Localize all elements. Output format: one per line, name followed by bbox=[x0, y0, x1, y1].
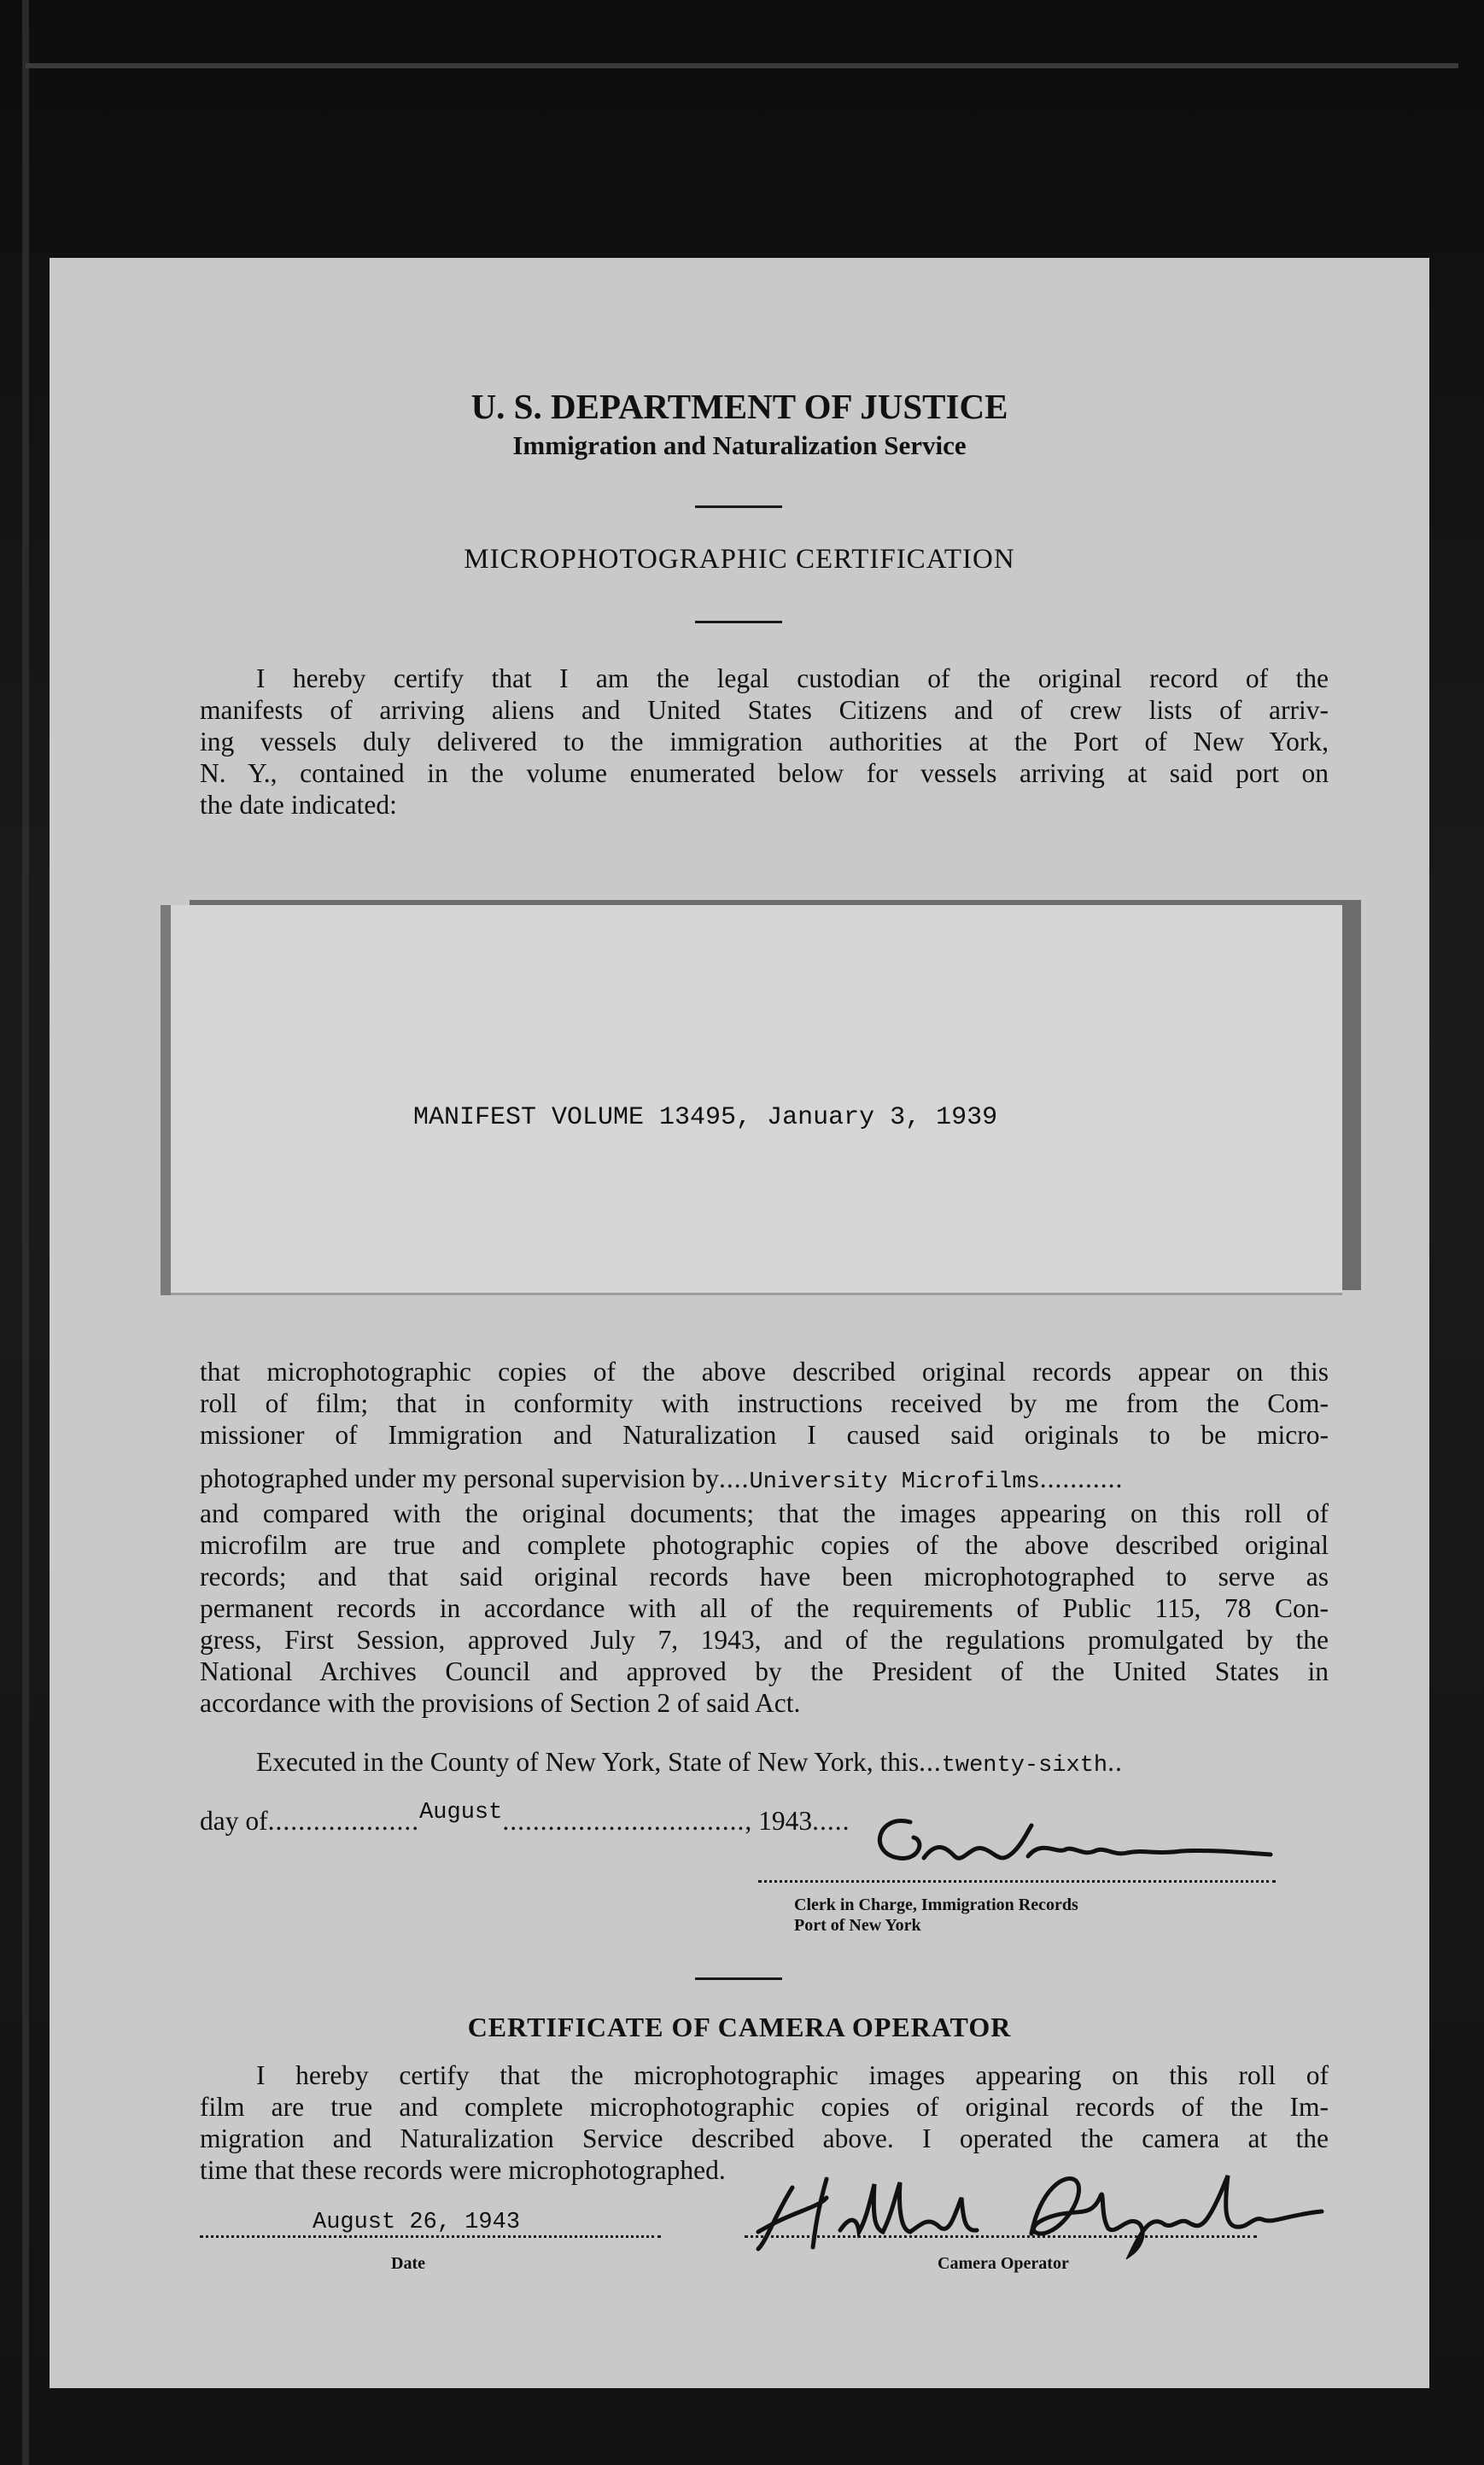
divider-rule bbox=[695, 1977, 782, 1980]
paragraph-line: I hereby certify that the microphotographic images appearing on this roll of bbox=[256, 2060, 1329, 2090]
paragraph-line: permanent records in accordance with all of the requirements of Public 115, 78 Con- bbox=[200, 1593, 1329, 1623]
supervision-prefix: photographed under my personal supervision by bbox=[200, 1463, 720, 1493]
intro-paragraph bbox=[200, 663, 1329, 821]
supervision-line: photographed under my personal supervision by....University Microfilms........... bbox=[200, 1463, 1124, 1495]
manifest-volume-text: MANIFEST VOLUME 13495, January 3, 1939 bbox=[413, 1103, 998, 1132]
paragraph-line: the date indicated: bbox=[200, 790, 397, 820]
day-of-label: day of bbox=[200, 1806, 268, 1836]
body-paragraph-continued bbox=[200, 1498, 1329, 1719]
film-edge bbox=[22, 0, 29, 2465]
certification-title: MICROPHOTOGRAPHIC CERTIFICATION bbox=[464, 544, 1015, 575]
execution-day-value: twenty-sixth bbox=[941, 1753, 1108, 1779]
operator-date-label: Date bbox=[391, 2254, 425, 2273]
certificate-sheet bbox=[50, 258, 1429, 2388]
paragraph-line: roll of film; that in conformity with instructions received by me from the Com- bbox=[200, 1388, 1329, 1418]
divider-rule bbox=[695, 505, 782, 508]
manifest-card bbox=[171, 905, 1342, 1295]
paragraph-line: time that these records were microphotographed. bbox=[200, 2155, 726, 2185]
execution-line: Executed in the County of New York, State of New York, this...twenty-sixth.. bbox=[256, 1747, 1123, 1779]
execution-month-value: August bbox=[419, 1800, 503, 1825]
clerk-title-line1: Clerk in Charge, Immigration Records bbox=[794, 1895, 1078, 1914]
paragraph-line: ing vessels duly delivered to the immigration authorities at the Port of New York, bbox=[200, 727, 1329, 756]
paragraph-line: gress, First Session, approved July 7, 1943, and of the regulations promulgated by the bbox=[200, 1625, 1329, 1655]
paragraph-line: and compared with the original documents; that the images appearing on this roll of bbox=[200, 1498, 1329, 1528]
paragraph-line: microfilm are true and complete photographic copies of the above described original bbox=[200, 1530, 1329, 1560]
paragraph-line: N. Y., contained in the volume enumerated below for vessels arriving at said port on bbox=[200, 758, 1329, 788]
execution-prefix: Executed in the County of New York, State of New York, this bbox=[256, 1747, 920, 1777]
clerk-signature-line bbox=[758, 1880, 1276, 1883]
paragraph-line: accordance with the provisions of Section 2 of said Act. bbox=[200, 1688, 801, 1718]
supervision-value: University Microfilms bbox=[749, 1469, 1040, 1495]
operator-signature-line bbox=[745, 2235, 1257, 2238]
execution-year: , 1943 bbox=[745, 1806, 813, 1836]
paragraph-line: migration and Naturalization Service described above. I operated the camera at the bbox=[200, 2123, 1329, 2153]
operator-date-value: August 26, 1943 bbox=[313, 2210, 521, 2235]
body-paragraph bbox=[200, 1356, 1329, 1451]
camera-operator-heading: CERTIFICATE OF CAMERA OPERATOR bbox=[467, 2012, 1012, 2042]
paragraph-line: National Archives Council and approved by the President of the United States in bbox=[200, 1656, 1329, 1686]
clerk-signature bbox=[818, 1805, 1279, 1888]
film-strip-line bbox=[26, 63, 1458, 68]
service-subtitle: Immigration and Naturalization Service bbox=[512, 430, 967, 460]
day-of-line: day of....................August................................, 1943..... bbox=[200, 1800, 850, 1836]
paragraph-line: records; and that said original records have been microphotographed to serve as bbox=[200, 1562, 1329, 1592]
operator-signature bbox=[741, 2164, 1339, 2263]
paragraph-line: that microphotographic copies of the above described original records appear on this bbox=[200, 1357, 1329, 1387]
department-title: U. S. DEPARTMENT OF JUSTICE bbox=[470, 387, 1008, 426]
paragraph-line: film are true and complete microphotographic copies of original records of the Im- bbox=[200, 2092, 1329, 2122]
clerk-title-line2: Port of New York bbox=[794, 1916, 921, 1935]
paragraph-line: manifests of arriving aliens and United States Citizens and of crew lists of arriv- bbox=[200, 695, 1329, 725]
paragraph-line: I hereby certify that I am the legal custodian of the original record of the bbox=[256, 663, 1329, 693]
camera-operator-label: Camera Operator bbox=[938, 2254, 1069, 2273]
operator-date-line bbox=[200, 2235, 661, 2238]
paragraph-line: missioner of Immigration and Naturalization I caused said originals to be micro- bbox=[200, 1420, 1329, 1450]
divider-rule bbox=[695, 621, 782, 623]
